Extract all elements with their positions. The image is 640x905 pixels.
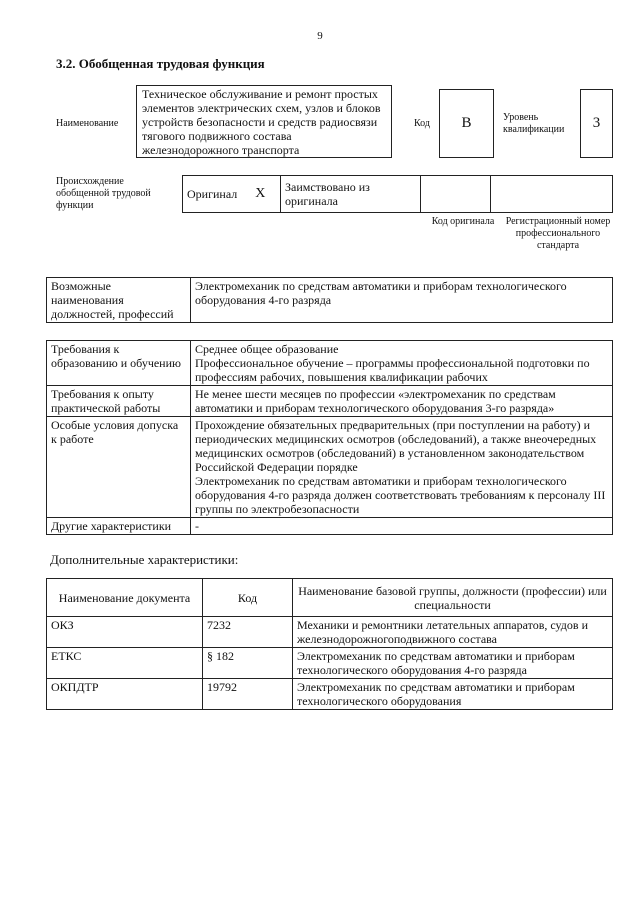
gtf-level-label: Уровень квалификации (503, 112, 565, 135)
header-code: Код (203, 579, 293, 617)
row-doc: ОКПДТР (47, 679, 203, 710)
gtf-code-value: В (461, 115, 472, 131)
requirement-row (47, 341, 613, 386)
origin-reg-cell (491, 176, 613, 213)
origin-original-label: Оригинал (183, 176, 241, 213)
row-code: 19792 (203, 679, 293, 710)
positions-table (46, 277, 613, 323)
requirement-line: Электромеханик по средствам автоматики и приборам технологического оборудования 4-го разряда должен соответствовать требованиям к персоналу III группы по электробезопасности (195, 474, 606, 516)
requirement-label: Другие характеристики (47, 518, 191, 535)
requirement-row (47, 518, 613, 535)
requirement-line: Среднее общее образование (195, 342, 339, 356)
gtf-level-value: 3 (592, 115, 601, 131)
gtf-name-label: Наименование (56, 118, 119, 129)
requirement-line: Профессиональное обучение – программы профессиональной подготовки по профессиям рабочих, повышения квалификации рабочих (195, 356, 590, 384)
requirement-line: Не менее шести месяцев по профессии «электромеханик по средствам автоматики и приборам технологического оборудования 3-го разряда» (195, 387, 556, 415)
requirement-line: Прохождение обязательных предварительных (при поступлении на работу) и периодических медицинских осмотров (обследований), а также внеочередных медицинских осмотров (обследований) в установленном законодательством Российской Федерации порядке (195, 418, 597, 474)
row-name: Электромеханик по средствам автоматики и приборам технологического оборудования (293, 679, 613, 710)
origin-original-mark: Х (241, 176, 281, 213)
origin-label: Происхождение обобщенной трудовой функции (56, 176, 151, 211)
requirement-label: Требования к образованию и обучению (47, 341, 191, 386)
row-code: 7232 (203, 617, 293, 648)
row-doc: ОКЗ (47, 617, 203, 648)
page-number: 9 (317, 30, 323, 42)
positions-value: Электромеханик по средствам автоматики и приборам технологического оборудования 4-го разряда (191, 278, 613, 323)
origin-borrowed-label: Заимствовано из оригинала (281, 176, 421, 213)
requirements-table (46, 340, 613, 535)
header-name: Наименование базовой группы, должности (профессии) или специальности (293, 579, 613, 617)
header-doc: Наименование документа (47, 579, 203, 617)
requirement-label: Требования к опыту практической работы (47, 386, 191, 417)
row-name: Механики и ремонтники летательных аппаратов, судов и железнодорожногоподвижного состава (293, 617, 613, 648)
additional-title: Дополнительные характеристики: (50, 552, 239, 567)
origin-code-cell (421, 176, 491, 213)
table-row (47, 617, 613, 648)
gtf-level-box (580, 89, 613, 158)
requirement-row (47, 386, 613, 417)
section-heading: 3.2. Обобщенная трудовая функция (56, 56, 265, 71)
requirement-value (191, 518, 613, 535)
table-row (47, 648, 613, 679)
requirement-value (191, 386, 613, 417)
additional-table (46, 578, 613, 710)
origin-table (182, 175, 613, 213)
gtf-code-label: Код (414, 118, 430, 129)
requirement-label: Особые условия допуска к работе (47, 417, 191, 518)
positions-label: Возможные наименования должностей, профессий (47, 278, 191, 323)
row-doc: ЕТКС (47, 648, 203, 679)
origin-code-original-label: Код оригинала (431, 216, 495, 227)
gtf-name-box (136, 85, 392, 158)
origin-reg-number-label: Регистрационный номер профессионального стандарта (505, 216, 611, 251)
requirement-line: - (195, 519, 199, 533)
requirement-row (47, 417, 613, 518)
table-row (47, 679, 613, 710)
table-header-row (47, 579, 613, 617)
requirement-value (191, 341, 613, 386)
row-name: Электромеханик по средствам автоматики и приборам технологического оборудования 4-го разряда (293, 648, 613, 679)
requirement-value (191, 417, 613, 518)
gtf-name-value: Техническое обслуживание и ремонт простых элементов электрических схем, узлов и блоков устройств безопасности и средств радиосвязи тягового подвижного состава железнодорожного транспорта (142, 87, 381, 157)
row-code: § 182 (203, 648, 293, 679)
gtf-code-box (439, 89, 494, 158)
